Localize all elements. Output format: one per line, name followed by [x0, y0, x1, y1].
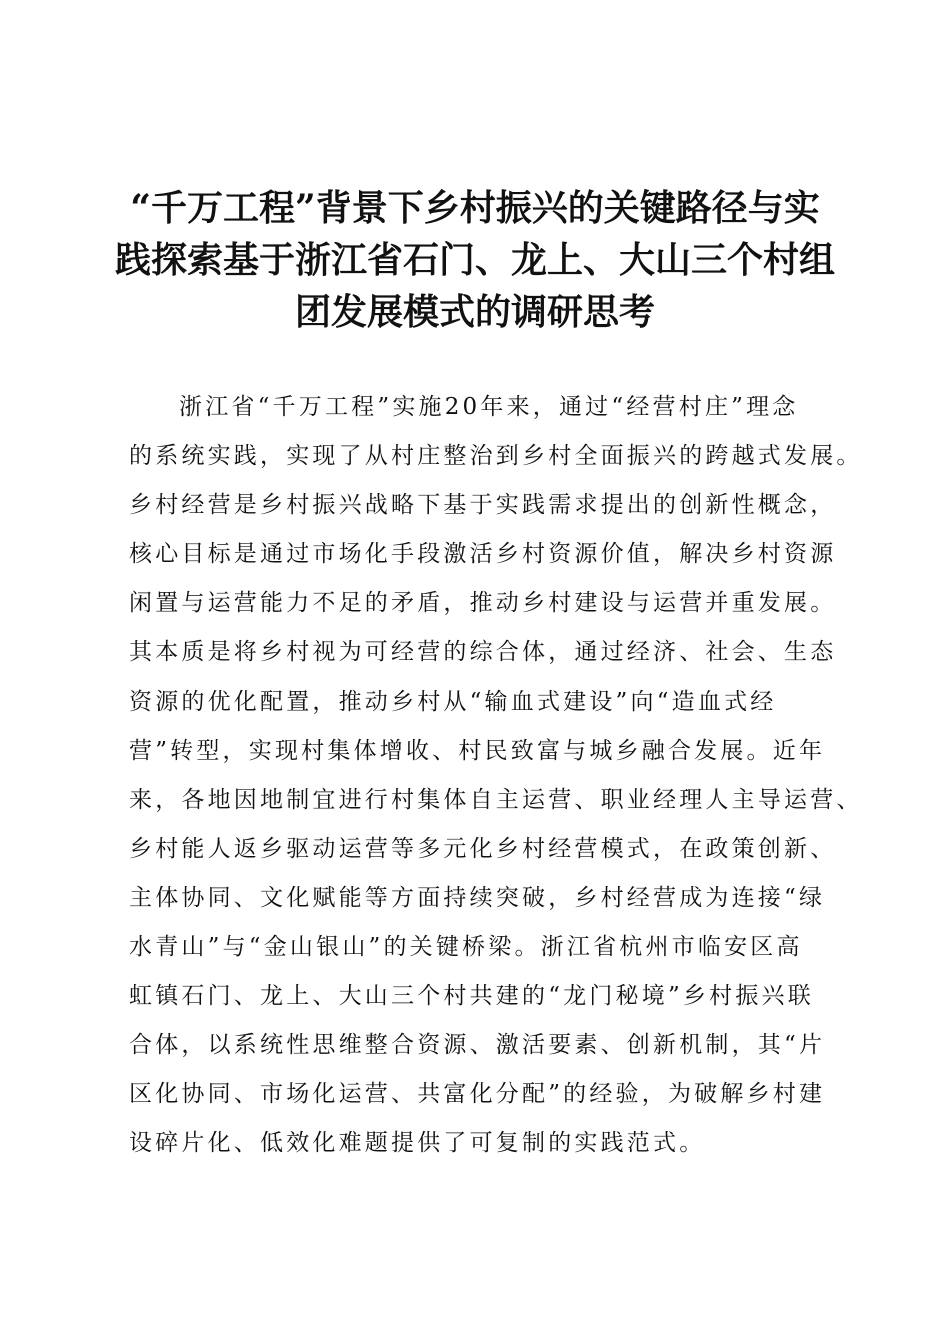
paragraph-line-8: 营”转型，实现村集体增收、村民致富与城乡融合发展。近年 — [129, 737, 826, 764]
paragraph-line-10: 乡村能人返乡驱动运营等多元化乡村经营模式，在政策创新、 — [129, 835, 837, 862]
title-line-2: 践探索基于浙江省石门、龙上、大山三个村组 — [114, 239, 835, 281]
paragraph-line-11: 主体协同、文化赋能等方面持续突破，乡村经营成为连接“绿 — [129, 884, 826, 911]
paragraph-line-15: 区化协同、市场化运营、共富化分配”的经验，为破解乡村建 — [129, 1081, 826, 1108]
title-line-1: “千万工程”背景下乡村振兴的关键路径与实 — [130, 187, 820, 229]
paragraph-line-13: 虹镇石门、龙上、大山三个村共建的“龙门秘境”乡村振兴联 — [129, 983, 814, 1010]
paragraph-line-4: 核心目标是通过市场化手段激活乡村资源价值，解决乡村资源 — [129, 541, 837, 568]
title-line-3: 团发展模式的调研思考 — [294, 291, 655, 333]
paragraph-line-12: 水青山”与“金山银山”的关键桥梁。浙江省杭州市临安区高 — [129, 934, 803, 961]
paragraph-line-1: 浙江省“千万工程”实施20年来，通过“经营村庄”理念 — [179, 394, 799, 420]
paragraph-line-5: 闲置与运营能力不足的矛盾，推动乡村建设与运营并重发展。 — [129, 590, 837, 617]
paragraph-line-3: 乡村经营是乡村振兴战略下基于实践需求提出的创新性概念， — [129, 492, 837, 519]
paragraph-line-7: 资源的优化配置，推动乡村从“输血式建设”向“造血式经 — [129, 688, 777, 715]
paragraph-line-9: 来，各地因地制宜进行村集体自主运营、职业经理人主导运营、 — [129, 786, 863, 813]
body-paragraph — [129, 383, 863, 1169]
paragraph-line-6: 其本质是将乡村视为可经营的综合体，通过经济、社会、生态 — [129, 639, 837, 666]
document-title — [110, 182, 840, 338]
paragraph-line-16: 设碎片化、低效化难题提供了可复制的实践范式。 — [129, 1130, 706, 1157]
paragraph-line-14: 合体，以系统性思维整合资源、激活要素、创新机制，其“片 — [129, 1032, 826, 1059]
paragraph-line-2: 的系统实践，实现了从村庄整治到乡村全面振兴的跨越式发展。 — [129, 443, 863, 470]
